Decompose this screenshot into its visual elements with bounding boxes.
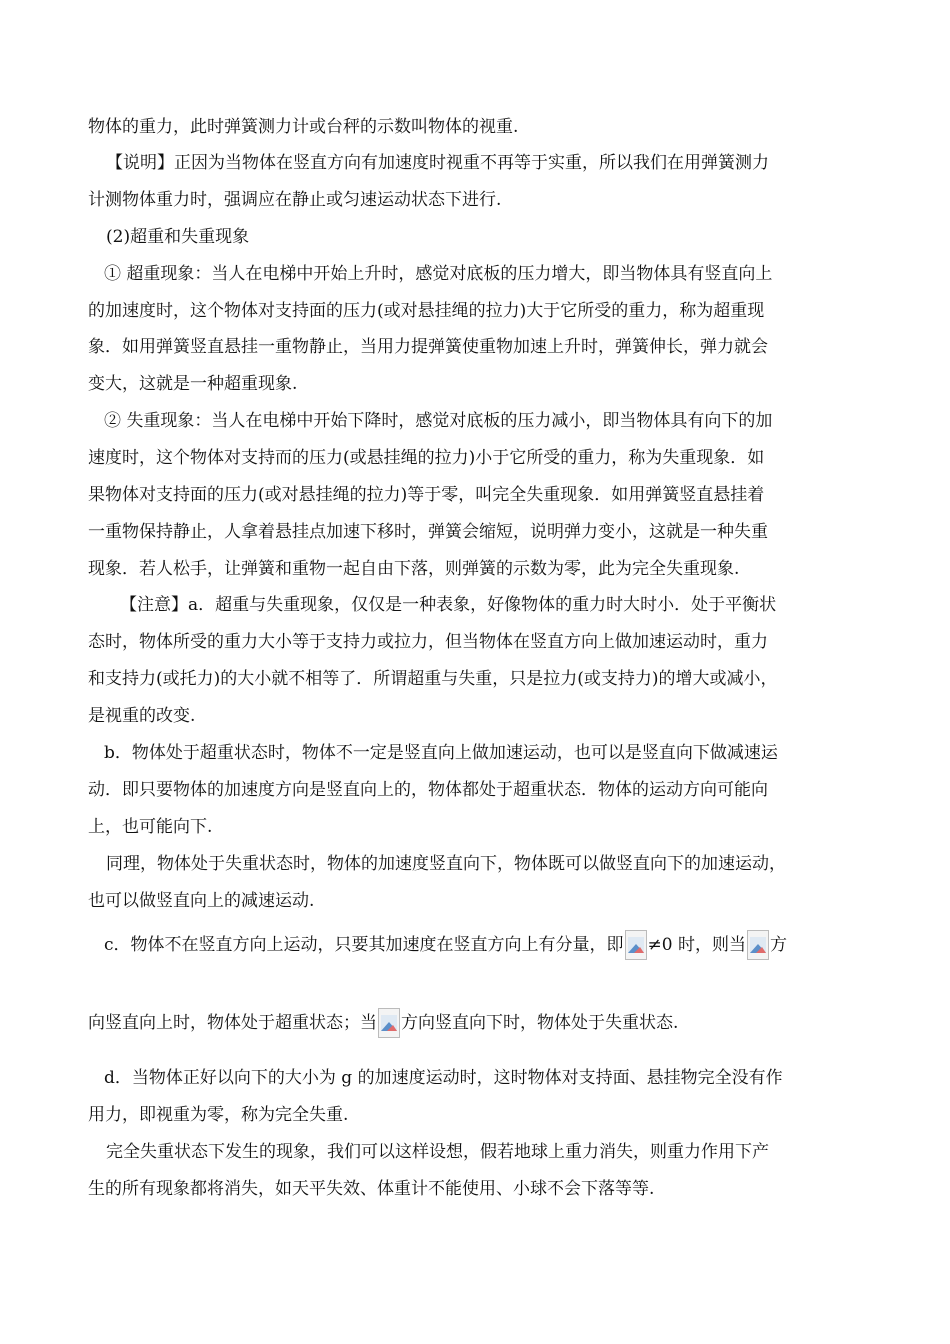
- text-line: 态时，物体所受的重力大小等于支持力或拉力，但当物体在竖直方向上做加速运动时，重力: [88, 632, 768, 652]
- text-line: 果物体对支持面的压力(或对悬挂绳的拉力)等于零，叫完全失重现象．如用弹簧竖直悬挂着: [88, 485, 765, 505]
- text-line: 是视重的改变.: [88, 706, 196, 726]
- text-line: ① 超重现象：当人在电梯中开始上升时，感觉对底板的压力增大，即当物体具有竖直向上: [104, 264, 773, 284]
- text-segment: 方: [770, 935, 787, 955]
- broken-image-icon: [625, 930, 647, 960]
- text-line: d．当物体正好以向下的大小为 g 的加速度运动时，这时物体对支持面、悬挂物完全没有作: [104, 1068, 783, 1088]
- text-segment: 方向竖直向下时，物体处于失重状态.: [401, 1013, 679, 1033]
- text-line: ② 失重现象：当人在电梯中开始下降时，感觉对底板的压力减小，即当物体具有向下的加: [104, 411, 773, 431]
- text-line: 计测物体重力时，强调应在静止或匀速运动状态下进行.: [88, 190, 502, 210]
- text-line: 生的所有现象都将消失，如天平失效、体重计不能使用、小球不会下落等等.: [88, 1179, 655, 1199]
- text-segment: c．物体不在竖直方向上运动，只要其加速度在竖直方向上有分量，即: [104, 935, 624, 955]
- text-line: 【注意】a．超重与失重现象，仅仅是一种表象，好像物体的重力时大时小．处于平衡状: [120, 595, 777, 615]
- text-line: 一重物保持静止，人拿着悬挂点加速下移时，弹簧会缩短，说明弹力变小，这就是一种失重: [88, 522, 768, 542]
- broken-image-icon: [747, 930, 769, 960]
- section-heading: (2)超重和失重现象: [106, 227, 250, 247]
- text-line-with-formula: [88, 1008, 678, 1038]
- text-line: b．物体处于超重状态时，物体不一定是竖直向上做加速运动，也可以是竖直向下做减速运: [104, 743, 778, 763]
- text-line: 速度时，这个物体对支持而的压力(或悬挂绳的拉力)小于它所受的重力，称为失重现象．如: [88, 448, 765, 468]
- text-line: 的加速度时，这个物体对支持面的压力(或对悬挂绳的拉力)大于它所受的重力，称为超重现: [88, 301, 765, 321]
- broken-image-icon: [378, 1008, 400, 1038]
- text-line: 和支持力(或托力)的大小就不相等了．所谓超重与失重，只是拉力(或支持力)的增大或减小，: [88, 669, 778, 689]
- text-line: 同理，物体处于失重状态时，物体的加速度竖直向下，物体既可以做竖直向下的加速运动，: [106, 854, 786, 874]
- text-line: 变大，这就是一种超重现象.: [88, 374, 298, 394]
- text-line: 象．如用弹簧竖直悬挂一重物静止，当用力提弹簧使重物加速上升时，弹簧伸长，弹力就会: [88, 337, 768, 357]
- text-line: 物体的重力，此时弹簧测力计或台秤的示数叫物体的视重.: [88, 117, 519, 137]
- text-line: 也可以做竖直向上的减速运动.: [88, 891, 315, 911]
- text-line: 上，也可能向下.: [88, 817, 213, 837]
- text-line: 完全失重状态下发生的现象，我们可以这样设想，假若地球上重力消失，则重力作用下产: [106, 1142, 769, 1162]
- text-line: 用力，即视重为零，称为完全失重.: [88, 1105, 349, 1125]
- text-segment: ≠0 时，则当: [647, 935, 746, 955]
- text-line: 动．即只要物体的加速度方向是竖直向上的，物体都处于超重状态．物体的运动方向可能向: [88, 780, 768, 800]
- text-line: 【说明】正因为当物体在竖直方向有加速度时视重不再等于实重，所以我们在用弹簧测力: [106, 153, 769, 173]
- text-line-with-formula: [104, 930, 787, 960]
- text-segment: 向竖直向上时，物体处于超重状态；当: [88, 1013, 377, 1033]
- text-line: 现象．若人松手，让弹簧和重物一起自由下落，则弹簧的示数为零，此为完全失重现象.: [88, 559, 740, 579]
